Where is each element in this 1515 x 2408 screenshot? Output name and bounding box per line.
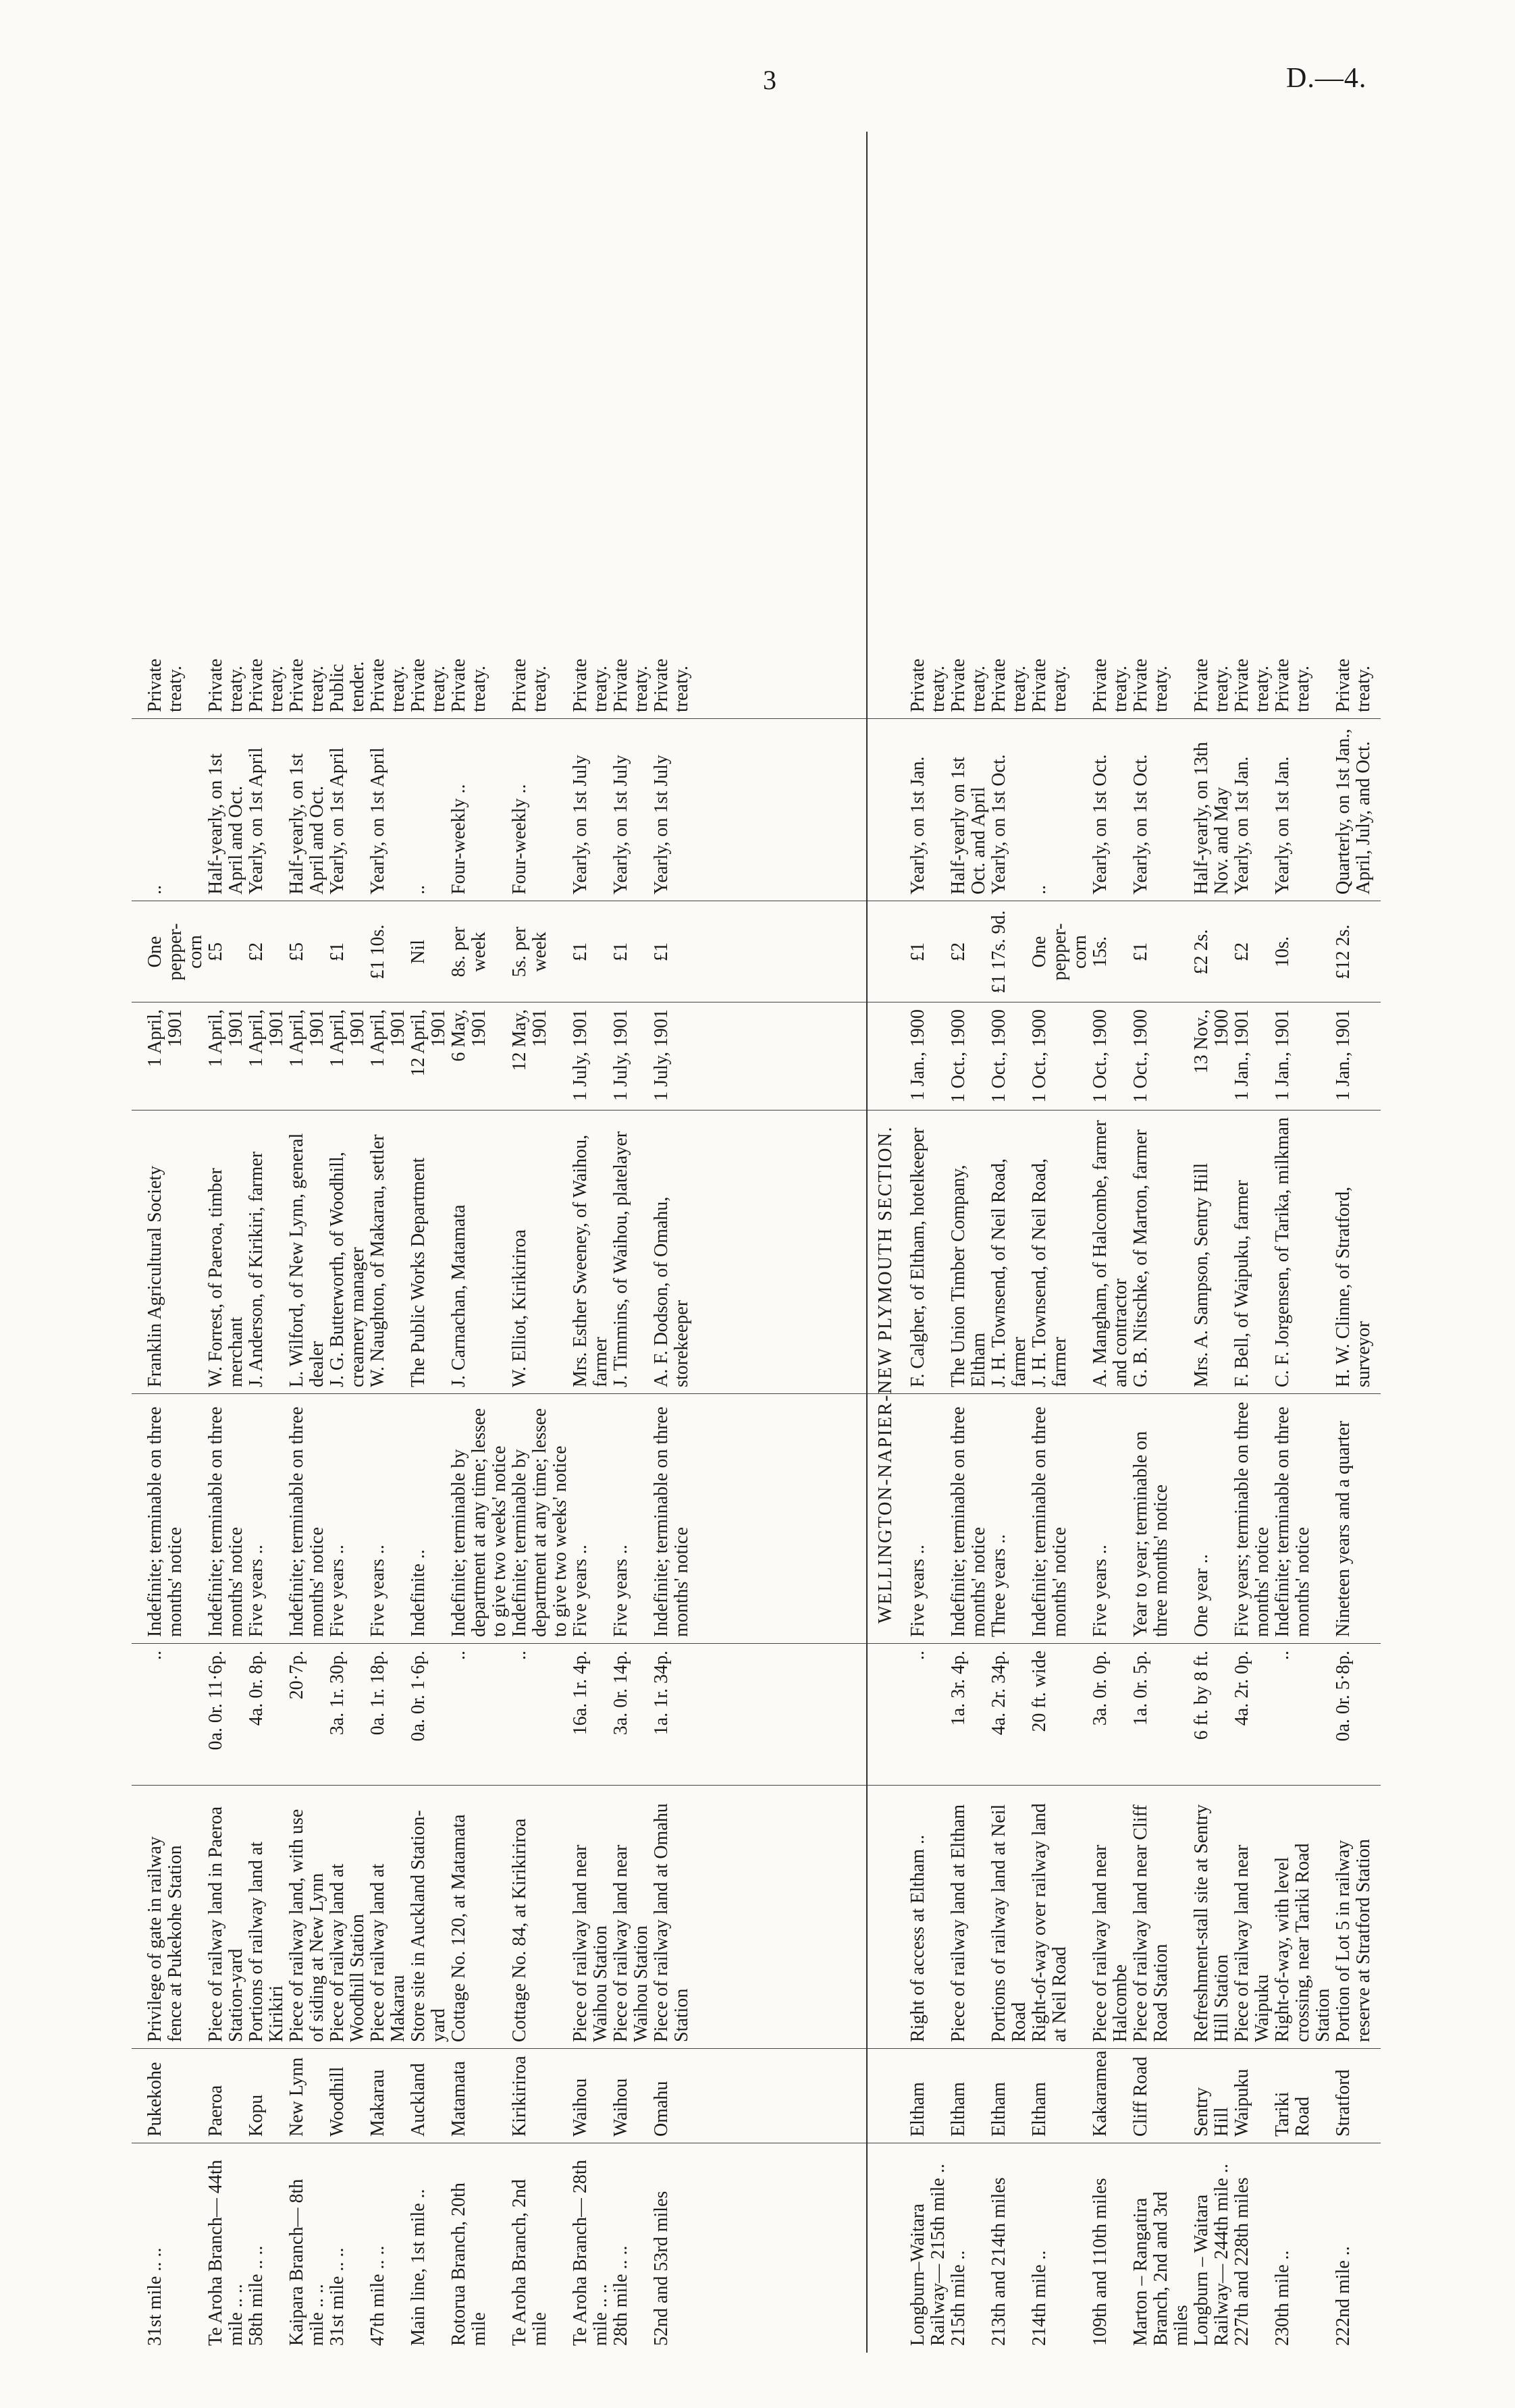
cell-mile: 58th mile .. .. <box>246 2245 267 2346</box>
cell-area: 20 ft. wide <box>1029 1651 1050 1732</box>
cell-term: Indefinite; terminable on three months' notice <box>948 1406 989 1637</box>
cell-station: Tariki Road <box>1272 2091 1313 2137</box>
cell-property: Piece of railway land at Makarau <box>367 1863 408 2042</box>
cell-area: 4a. 0r. 8p. <box>246 1651 267 1726</box>
cell-term: Year to year; terminable on three months' notice <box>1130 1430 1171 1637</box>
cell-mile: 31st mile .. .. <box>144 2247 165 2346</box>
cell-lessee: W. Forrest, of Paeroa, timber merchant <box>205 1168 246 1387</box>
cell-station: Woodhill <box>327 2066 348 2137</box>
cell-lessee: A. F. Dodson, of Omahu, storekeeper <box>651 1196 692 1387</box>
cell-station: Pukekohe <box>144 2062 165 2137</box>
cell-lessee: J. Anderson, of Kirikiri, farmer <box>246 1151 267 1387</box>
table-row <box>652 132 692 2353</box>
cell-payable: Yearly, on 1st July <box>570 755 591 894</box>
cell-area: 0a. 0r. 5·8p. <box>1333 1651 1354 1742</box>
cell-area: 1a. 0r. 5p. <box>1130 1651 1151 1726</box>
cell-payable: Yearly, on 1st Jan. <box>1231 756 1252 894</box>
cell-mile: Rotorua Branch, 20th mile <box>448 2183 489 2346</box>
cell-area: 6 ft. by 8 ft. <box>1191 1651 1212 1740</box>
cell-term: Three years .. <box>988 1534 1009 1637</box>
table-row <box>908 132 949 2353</box>
cell-mile: 52nd and 53rd miles <box>651 2191 672 2346</box>
cell-commencement: 1 Jan., 1901 <box>1333 1009 1354 1101</box>
cell-mile: 227th and 228th miles <box>1231 2177 1252 2346</box>
cell-rent: £1 10s. <box>367 924 388 980</box>
page-number: 3 <box>763 65 776 95</box>
cell-station: Kakaramea <box>1090 2050 1111 2137</box>
table-row <box>1131 132 1192 2353</box>
cell-rent: £2 <box>246 942 267 961</box>
cell-area: 20·7p. <box>286 1651 307 1700</box>
cell-term: Indefinite; terminable on three months' notice <box>205 1406 246 1637</box>
cell-rent: £1 <box>907 942 928 961</box>
cell-lessee: F. Calgher, of Eltham, hotelkeeper <box>907 1127 928 1387</box>
cell-payable: Half-yearly, on 1st April and Oct. <box>286 753 327 894</box>
cell-payable: Half-yearly, on 1st April and Oct. <box>205 753 246 894</box>
cell-property: Privilege of gate in railway fence at Pukekohe Station <box>144 1836 186 2042</box>
table-row <box>510 132 570 2353</box>
cell-commencement: 1 April, 1901 <box>205 1009 246 1067</box>
cell-area: 3a. 0r. 0p. <box>1090 1651 1111 1726</box>
cell-disposal: Private treaty. <box>205 658 246 712</box>
cell-disposal: Private treaty. <box>907 658 949 712</box>
cell-lessee: Mrs. A. Sampson, Sentry Hill <box>1191 1162 1212 1387</box>
cell-commencement: 1 Jan., 1901 <box>1272 1009 1293 1101</box>
cell-term: Indefinite; terminable on three months' notice <box>1272 1406 1313 1637</box>
cell-disposal: Private treaty. <box>1130 658 1171 712</box>
table-row <box>327 132 368 2353</box>
section-divider <box>866 132 868 2353</box>
cell-lessee: J. Carnachan, Matamata <box>448 1204 469 1387</box>
cell-mile: 213th and 214th miles <box>988 2177 1009 2346</box>
table-row <box>1090 132 1131 2353</box>
cell-station: Omahu <box>651 2081 672 2137</box>
cell-commencement: 13 Nov., 1900 <box>1191 1009 1232 1074</box>
cell-station: Waipuku <box>1231 2068 1252 2137</box>
cell-lessee: L. Wilford, of New Lynn, general dealer <box>286 1133 327 1387</box>
cell-property: Piece of railway land in Paeroa Station-yard <box>205 1806 246 2042</box>
cell-property: Piece of railway land at Eltham <box>948 1804 969 2042</box>
cell-station: Sentry Hill <box>1191 2087 1232 2137</box>
cell-disposal: Private treaty. <box>144 658 186 712</box>
cell-lessee: The Union Timber Company, Eltham <box>948 1165 989 1387</box>
cell-property: Right of access at Eltham .. <box>907 1834 928 2042</box>
cell-area: .. <box>509 1651 530 1660</box>
cell-payable: Four-weekly .. <box>448 784 469 894</box>
cell-commencement: 12 April, 1901 <box>408 1009 449 1077</box>
cell-lessee: C. F. Jorgensen, of Tarika, milkman <box>1272 1117 1293 1387</box>
cell-rent: £1 <box>651 942 672 961</box>
cell-payable: Four-weekly .. <box>509 784 530 894</box>
table-row <box>570 132 611 2353</box>
cell-property: Cottage No. 84, at Kirikiriroa <box>509 1818 530 2042</box>
cell-lessee: Franklin Agricultural Society <box>144 1165 165 1387</box>
cell-property: Portion of Lot 5 in railway reserve at Stratford Station <box>1333 1839 1374 2042</box>
cell-lessee: W. Elliot, Kirikiriroa <box>509 1229 530 1387</box>
cell-mile: 47th mile .. .. <box>367 2245 388 2346</box>
cell-rent: One pepper-corn <box>1029 923 1090 981</box>
cell-lessee: W. Naughton, of Makarau, settler <box>367 1134 388 1387</box>
cell-rent: 10s. <box>1272 936 1293 967</box>
cell-mile: Te Aroha Branch— 28th mile .. .. <box>570 2160 611 2346</box>
cell-property: Piece of railway land near Cliff Road Station <box>1130 1804 1171 2042</box>
cell-rent: One pepper-corn <box>144 923 206 981</box>
cell-property: Piece of railway land near Waipuku <box>1231 1844 1273 2042</box>
cell-disposal: Private treaty. <box>988 658 1030 712</box>
cell-mile: 28th mile .. .. <box>610 2245 631 2346</box>
cell-mile: Te Aroha Branch— 44th mile .. .. <box>205 2160 246 2346</box>
cell-term: Indefinite; terminable on three months' notice <box>144 1406 186 1637</box>
cell-term: Five years .. <box>570 1545 591 1637</box>
cell-disposal: Private treaty. <box>286 658 327 712</box>
cell-payable: Half-yearly, on 13th Nov. and May <box>1191 742 1232 894</box>
cell-term: Five years .. <box>907 1545 928 1637</box>
cell-mile: Kaipara Branch— 8th mile .. .. <box>286 2178 327 2346</box>
cell-payable: Yearly, on 1st Oct. <box>1090 754 1111 894</box>
cell-term: Indefinite; terminable on three months' notice <box>1029 1406 1070 1637</box>
cell-disposal: Public tender. <box>327 661 368 712</box>
cell-disposal: Private treaty. <box>570 658 611 712</box>
cell-commencement: 1 April, 1901 <box>144 1009 186 1067</box>
table-row <box>1333 132 1374 2353</box>
cell-lessee: F. Bell, of Waipuku, farmer <box>1231 1180 1252 1387</box>
cell-mile: 109th and 110th miles <box>1090 2178 1111 2346</box>
cell-rent: £1 <box>570 942 591 961</box>
cell-lessee: J. H. Townsend, of Neil Road, farmer <box>988 1158 1030 1387</box>
cell-lessee: Mrs. Esther Sweeney, of Waihou, farmer <box>570 1134 611 1387</box>
cell-disposal: Private treaty. <box>408 658 449 712</box>
cell-payable: .. <box>144 885 165 894</box>
cell-term: Nineteen years and a quarter <box>1333 1420 1354 1637</box>
cell-mile: Longburn–Waitara Railway— 215th mile .. <box>907 2164 949 2346</box>
cell-disposal: Private treaty. <box>1272 658 1313 712</box>
cell-mile: 230th mile .. <box>1272 2250 1293 2346</box>
cell-station: Auckland <box>408 2063 429 2137</box>
cell-rent: £5 <box>286 942 307 961</box>
cell-disposal: Private treaty. <box>610 658 652 712</box>
cell-rent: £1 <box>1130 942 1151 961</box>
cell-mile: Main line, 1st mile .. <box>408 2189 429 2346</box>
cell-payable: Yearly, on 1st July <box>610 755 631 894</box>
cell-area: .. <box>144 1651 165 1660</box>
lower-table-block <box>908 132 1374 2353</box>
cell-station: Matamata <box>448 2061 469 2137</box>
table-row <box>206 132 246 2353</box>
cell-commencement: 1 Oct., 1900 <box>948 1009 969 1103</box>
cell-term: Indefinite; terminable on three months' notice <box>286 1406 327 1637</box>
cell-rent: £1 17s. 9d. <box>988 910 1009 994</box>
cell-station: Makarau <box>367 2069 388 2137</box>
cell-rent: £2 <box>1231 942 1252 961</box>
cell-term: Five years .. <box>246 1545 267 1637</box>
cell-lessee: J. Timmins, of Waihou, platelayer <box>610 1131 631 1387</box>
table-row <box>145 132 206 2353</box>
cell-property: Portions of railway land at Kirikiri <box>246 1841 287 2042</box>
cell-area: 4a. 2r. 0p. <box>1231 1651 1252 1726</box>
cell-station: Eltham <box>948 2082 969 2137</box>
cell-payable: Yearly, on 1st April <box>367 747 388 894</box>
cell-term: One year .. <box>1191 1554 1212 1637</box>
cell-lessee: G. B. Nitschke, of Marton, farmer <box>1130 1129 1151 1387</box>
cell-term: Five years .. <box>327 1545 348 1637</box>
cell-commencement: 1 July, 1901 <box>610 1009 631 1101</box>
cell-payable: Half-yearly on 1st Oct. and April <box>948 757 989 894</box>
cell-payable: .. <box>408 885 429 894</box>
cell-rent: £1 <box>327 942 348 961</box>
cell-rent: £2 <box>948 942 969 961</box>
cell-payable: Yearly, on 1st Jan. <box>1272 756 1293 894</box>
cell-term: Five years .. <box>367 1545 388 1637</box>
cell-mile: 31st mile .. .. <box>327 2247 348 2346</box>
cell-area: .. <box>907 1651 928 1660</box>
cell-area: 16a. 1r. 4p. <box>570 1651 591 1736</box>
cell-lessee: H. W. Clinne, of Stratford, surveyor <box>1333 1186 1374 1387</box>
section-heading: WELLINGTON-NAPIER-NEW PLYMOUTH SECTION. <box>875 1125 896 1624</box>
cell-commencement: 1 July, 1901 <box>570 1009 591 1101</box>
cell-station: Kopu <box>246 2094 267 2137</box>
cell-station: Cliff Road <box>1130 2056 1151 2137</box>
cell-property: Right-of-way, with level crossing, near Tariki Road Station <box>1272 1843 1333 2042</box>
cell-commencement: 1 Jan., 1900 <box>907 1009 928 1101</box>
table-row <box>989 132 1030 2353</box>
cell-payable: Yearly, on 1st April <box>246 747 267 894</box>
cell-area: .. <box>448 1651 469 1660</box>
cell-property: Piece of railway land at Woodhill Station <box>327 1863 368 2042</box>
cell-lessee: J. G. Butterworth, of Woodhill, creamery manager <box>327 1152 368 1387</box>
cell-commencement: 12 May, 1901 <box>509 1009 550 1071</box>
cell-payable: Yearly, on 1st Oct. <box>988 754 1009 894</box>
cell-property: Refreshment-stall site at Sentry Hill Station <box>1191 1804 1232 2042</box>
cell-commencement: 1 Jan., 1901 <box>1231 1009 1252 1101</box>
rotated-table <box>132 132 1381 2353</box>
cell-disposal: Private treaty. <box>509 658 550 712</box>
cell-station: Waihou <box>610 2078 631 2137</box>
cell-rent: £2 2s. <box>1191 929 1212 975</box>
cell-term: Indefinite; terminable on three months' notice <box>651 1406 692 1637</box>
cell-rent: £1 <box>610 942 631 961</box>
cell-property: Piece of railway land, with use of siding at New Lynn <box>286 1809 327 2042</box>
cell-mile: 222nd mile .. <box>1333 2246 1354 2346</box>
cell-area: 0a. 1r. 18p. <box>367 1651 388 1736</box>
cell-area: 0a. 0r. 11·6p. <box>205 1651 226 1750</box>
cell-station: Waihou <box>570 2078 591 2137</box>
cell-lessee: The Public Works Department <box>408 1157 429 1387</box>
cell-area: 3a. 0r. 14p. <box>610 1651 631 1736</box>
cell-commencement: 6 May, 1901 <box>448 1009 489 1062</box>
cell-station: New Lynn <box>286 2057 307 2137</box>
cell-area: 1a. 1r. 34p. <box>651 1651 672 1736</box>
cell-rent: 5s. per week <box>509 926 550 978</box>
cell-term: Five years .. <box>610 1545 631 1637</box>
cell-term: Indefinite .. <box>408 1549 429 1637</box>
cell-disposal: Private treaty. <box>651 658 692 712</box>
cell-property: Piece of railway land near Waihou Station <box>570 1844 611 2042</box>
cell-property: Piece of railway land at Omahu Station <box>651 1803 692 2042</box>
cell-mile: Te Aroha Branch, 2nd mile <box>509 2179 550 2346</box>
cell-station: Eltham <box>988 2082 1009 2137</box>
cell-disposal: Private treaty. <box>1029 658 1070 712</box>
cell-property: Portions of railway land at Neil Road <box>988 1804 1030 2042</box>
cell-area: .. <box>1272 1651 1293 1660</box>
table-row <box>246 132 287 2353</box>
cell-disposal: Private treaty. <box>448 658 489 712</box>
cell-payable: Yearly, on 1st April <box>327 747 348 894</box>
cell-term: Indefinite; terminable by department at any time; lessee to give two weeks' notice <box>448 1408 510 1637</box>
table-row <box>611 132 652 2353</box>
cell-rent: 15s. <box>1090 936 1111 967</box>
document-reference: D.—4. <box>1286 63 1367 94</box>
cell-commencement: 1 April, 1901 <box>327 1009 368 1067</box>
upper-table-block <box>145 132 692 2353</box>
cell-disposal: Private treaty. <box>246 658 287 712</box>
cell-rent: 8s. per week <box>448 926 489 978</box>
cell-property: Piece of railway land near Halcombe <box>1090 1844 1131 2042</box>
cell-commencement: 1 Oct., 1900 <box>1029 1009 1050 1103</box>
cell-commencement: 1 Oct., 1900 <box>1090 1009 1111 1103</box>
cell-commencement: 1 Oct., 1900 <box>1130 1009 1151 1103</box>
cell-station: Eltham <box>907 2082 928 2137</box>
cell-payable: Yearly, on 1st Oct. <box>1130 754 1151 894</box>
cell-lessee: A. Mangham, of Halcombe, farmer and contractor <box>1090 1120 1131 1387</box>
table-row <box>1232 132 1273 2353</box>
table-row <box>1192 132 1232 2353</box>
cell-commencement: 1 April, 1901 <box>367 1009 408 1067</box>
cell-property: Right-of-way over railway land at Neil Road <box>1029 1803 1070 2042</box>
cell-commencement: 1 April, 1901 <box>286 1009 327 1067</box>
cell-rent: £12 2s. <box>1333 924 1354 980</box>
table-row <box>949 132 989 2353</box>
table-row <box>287 132 327 2353</box>
cell-mile: 214th mile .. <box>1029 2250 1050 2346</box>
cell-disposal: Private treaty. <box>1231 658 1273 712</box>
cell-term: Indefinite; terminable by department at any time; lessee to give two weeks' notice <box>509 1408 570 1637</box>
cell-payable: Yearly, on 1st July <box>651 755 672 894</box>
cell-disposal: Private treaty. <box>1090 658 1131 712</box>
cell-property: Piece of railway land near Waihou Station <box>610 1844 652 2042</box>
cell-term: Five years; terminable on three months' notice <box>1231 1401 1273 1637</box>
table-row <box>408 132 449 2353</box>
cell-term: Five years .. <box>1090 1545 1111 1637</box>
table-row <box>449 132 510 2353</box>
table-row <box>1030 132 1090 2353</box>
cell-station: Paeroa <box>205 2085 226 2137</box>
cell-mile: 215th mile .. <box>948 2250 969 2346</box>
cell-station: Kirikiriroa <box>509 2056 530 2137</box>
cell-mile: Longburn – Waitara Railway— 244th mile .. <box>1191 2164 1232 2346</box>
cell-mile: Marton – Rangatira Branch, 2nd and 3rd miles <box>1130 2191 1192 2346</box>
cell-station: Stratford <box>1333 2069 1354 2137</box>
cell-payable: Quarterly, on 1st Jan., April, July, and Oct. <box>1333 728 1374 894</box>
cell-area: 1a. 3r. 4p. <box>948 1651 969 1726</box>
cell-commencement: 1 July, 1901 <box>651 1009 672 1101</box>
cell-lessee: J. H. Townsend, of Neil Road, farmer <box>1029 1158 1070 1387</box>
cell-payable: .. <box>1029 885 1050 894</box>
cell-area: 0a. 0r. 1·6p. <box>408 1651 429 1742</box>
cell-property: Cottage No. 120, at Matamata <box>448 1814 469 2042</box>
cell-rent: £5 <box>205 942 226 961</box>
cell-disposal: Private treaty. <box>367 658 408 712</box>
cell-disposal: Private treaty. <box>948 658 989 712</box>
table-row <box>1273 132 1333 2353</box>
cell-property: Store site in Auckland Station-yard <box>408 1810 449 2042</box>
cell-rent: Nil <box>408 940 429 964</box>
cell-disposal: Private treaty. <box>1333 658 1374 712</box>
cell-area: 3a. 1r. 30p. <box>327 1651 348 1736</box>
cell-commencement: 1 Oct., 1900 <box>988 1009 1009 1103</box>
cell-area: 4a. 2r. 34p. <box>988 1651 1009 1736</box>
cell-disposal: Private treaty. <box>1191 658 1232 712</box>
cell-payable: Yearly, on 1st Jan. <box>907 756 928 894</box>
table-row <box>368 132 408 2353</box>
lease-table <box>132 132 1381 2353</box>
cell-station: Eltham <box>1029 2082 1050 2137</box>
cell-commencement: 1 April, 1901 <box>246 1009 287 1067</box>
